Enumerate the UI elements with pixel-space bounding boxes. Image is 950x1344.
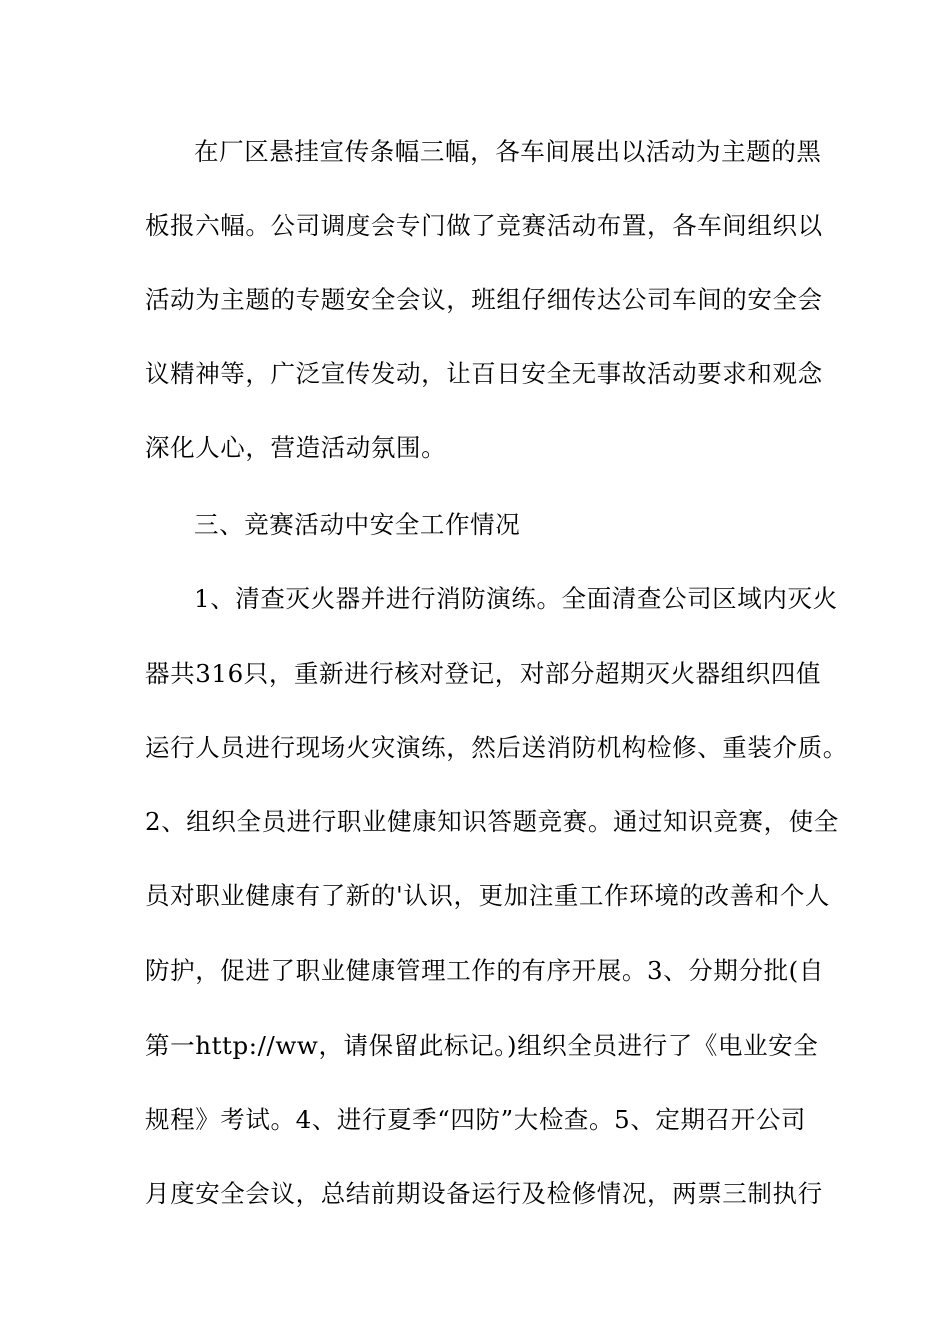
paragraph-line: 板报六幅。公司调度会专门做了竞赛活动布置，各车间组织以 <box>145 211 823 240</box>
paragraph-line: 第一http://ww，请保留此标记。)组织全员进行了《电业安全 <box>145 1031 819 1060</box>
paragraph-line: 器共316只，重新进行核对登记，对部分超期灭火器组织四值 <box>145 659 822 688</box>
paragraph-line: 在厂区悬挂宣传条幅三幅，各车间展出以活动为主题的黑 <box>194 137 822 166</box>
paragraph-line: 防护，促进了职业健康管理工作的有序开展。3、分期分批(自 <box>145 956 824 985</box>
paragraph-line: 议精神等，广泛宣传发动，让百日安全无事故活动要求和观念 <box>145 359 823 388</box>
paragraph-line: 活动为主题的专题安全会议，班组仔细传达公司车间的安全会 <box>145 285 823 314</box>
paragraph-line: 深化人心，营造活动氛围。 <box>145 433 447 462</box>
paragraph-line: 2、组织全员进行职业健康知识答题竞赛。通过知识竞赛，使全 <box>145 807 839 836</box>
paragraph-line: 规程》考试。4、进行夏季“四防”大检查。5、定期召开公司 <box>145 1105 807 1134</box>
paragraph-line: 运行人员进行现场火灾演练，然后送消防机构检修、重装介质。 <box>145 733 848 762</box>
paragraph-line: 1、清查灭火器并进行消防演练。全面清查公司区域内灭火 <box>194 584 838 613</box>
section-heading: 三、竞赛活动中安全工作情况 <box>194 510 521 539</box>
paragraph-line: 员对职业健康有了新的'认识，更加注重工作环境的改善和个人 <box>145 881 831 910</box>
paragraph-line: 月度安全会议，总结前期设备运行及检修情况，两票三制执行 <box>145 1179 823 1208</box>
